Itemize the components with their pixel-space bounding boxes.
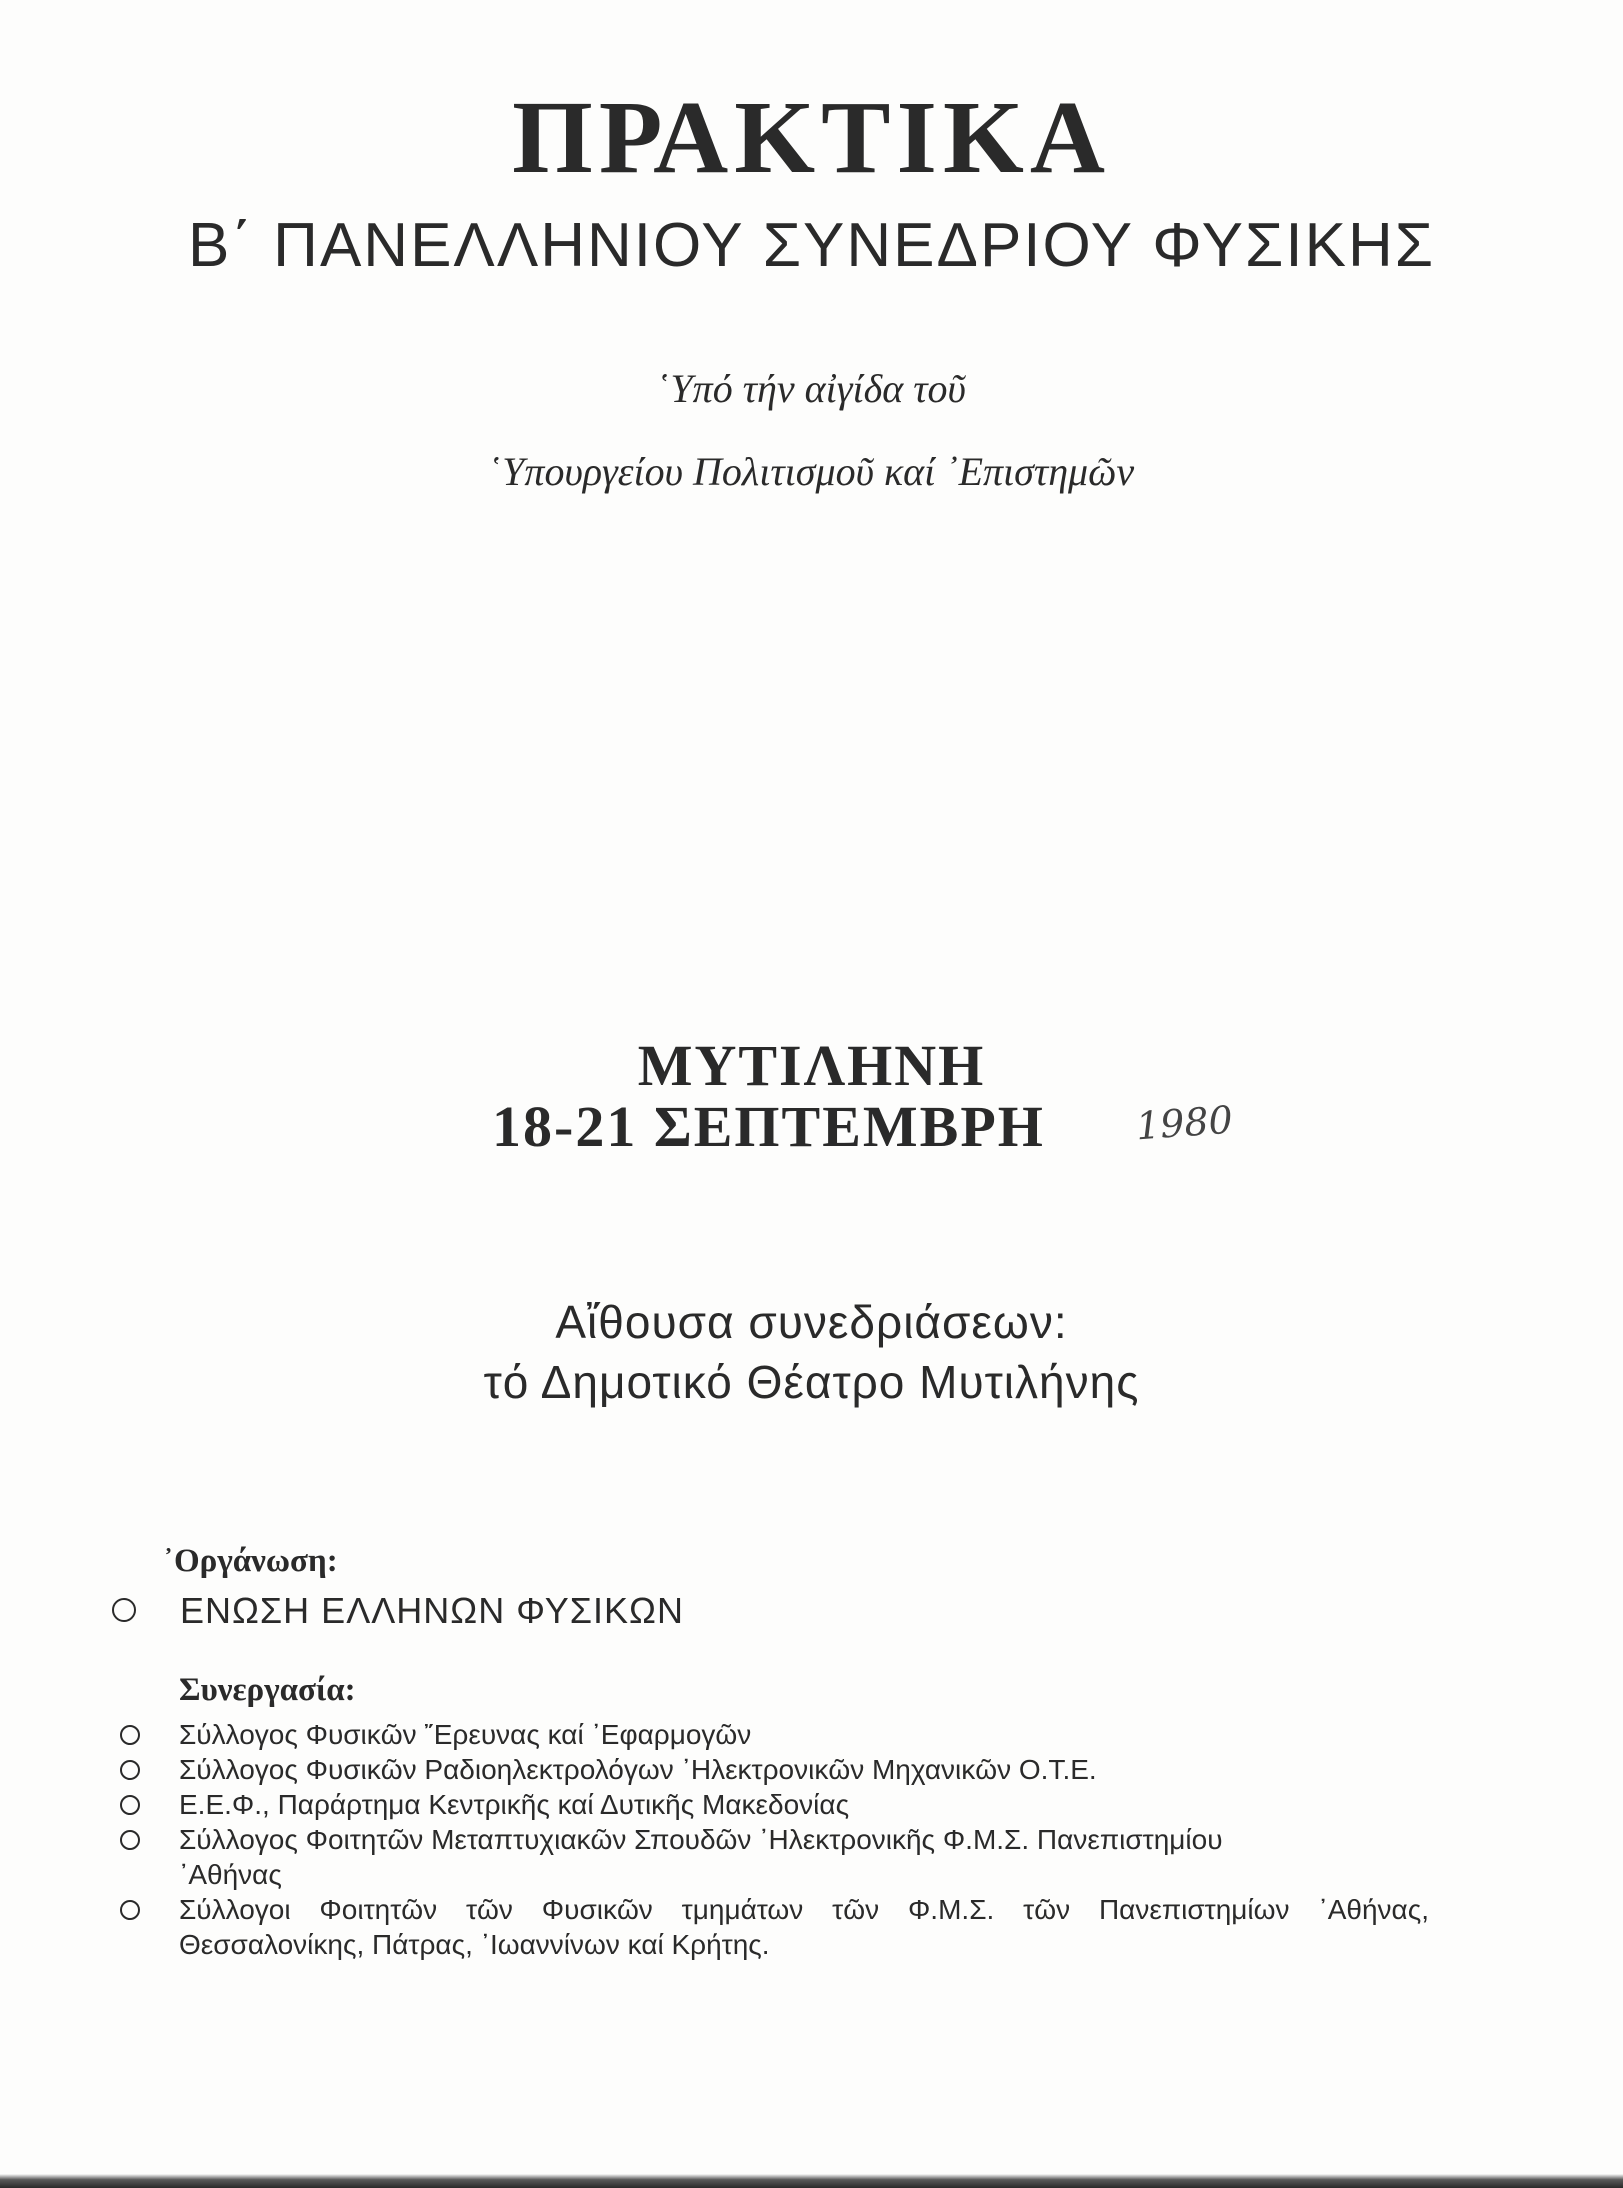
- venue-line-1: Αἴθουσα συνεδριάσεων:: [555, 1296, 1068, 1348]
- list-item-label: Σύλλογος Φυσικῶν ῎Ερευνας καί ᾿Εφαρμογῶν: [179, 1719, 752, 1750]
- circle-bullet-icon: [120, 1760, 140, 1780]
- circle-bullet-icon: [120, 1830, 140, 1850]
- list-item-label: Σύλλογος Φυσικῶν Ραδιοηλεκτρολόγων ᾿Ηλεκτρονικῶν Μηχανικῶν Ο.Τ.Ε.: [179, 1754, 1097, 1785]
- list-item-label: Σύλλογοι Φοιτητῶν τῶν Φυσικῶν τμημάτων τῶν Φ.Μ.Σ. τῶν Πανεπιστημίων ᾿Αθήνας, Θεσσαλονίκης, Πάτρας, ᾿Ιωαννίνων καί Κρήτης.: [179, 1894, 1429, 1960]
- event-city: ΜΥΤΙΛΗΝΗ: [637, 1033, 986, 1098]
- list-item: [120, 1752, 1440, 1787]
- venue-line-2: τό Δημοτικό Θέατρο Μυτιλήνης: [483, 1356, 1140, 1408]
- circle-bullet-icon: [120, 1795, 140, 1815]
- cooperation-list: [120, 1717, 1440, 1962]
- conference-subtitle: Β΄ ΠΑΝΕΛΛΗΝΙΟΥ ΣΥΝΕΔΡΙΟΥ ΦΥΣΙΚΗΣ: [187, 211, 1436, 280]
- list-item: [120, 1822, 1329, 1892]
- event-dates: 18-21 ΣΕΠΤΕΜΒΡΗ: [492, 1094, 1045, 1159]
- organization-item: [112, 1590, 684, 1632]
- list-item-label: Ε.Ε.Φ., Παράρτημα Κεντρικῆς καί Δυτικῆς Μακεδονίας: [179, 1789, 850, 1820]
- aegis-line-1: ῾Υπό τήν αἰγίδα τοῦ: [657, 366, 966, 411]
- list-item: [120, 1892, 1429, 1962]
- list-item: [120, 1787, 1440, 1822]
- aegis-line-2: ῾Υπουργείου Πολιτισμοῦ καί ᾿Επιστημῶν: [488, 449, 1135, 494]
- page-bottom-edge: [0, 2174, 1623, 2188]
- page-title: ΠΡΑΚΤΙΚΑ: [512, 80, 1111, 195]
- list-item-label: Σύλλογος Φοιτητῶν Μεταπτυχιακῶν Σπουδῶν ᾿Ηλεκτρονικῆς Φ.Μ.Σ. Πανεπιστημίου ᾿Αθήνας: [179, 1824, 1223, 1890]
- circle-bullet-icon: [120, 1900, 140, 1920]
- handwritten-year-annotation: 1980: [1134, 1097, 1235, 1149]
- organization-heading: ᾿Οργάνωση:: [163, 1543, 338, 1579]
- circle-bullet-icon: [112, 1598, 136, 1622]
- cooperation-heading: Συνεργασία:: [179, 1672, 356, 1708]
- list-item: [120, 1717, 1440, 1752]
- circle-bullet-icon: [120, 1725, 140, 1745]
- organization-item-label: ΕΝΩΣΗ ΕΛΛΗΝΩΝ ΦΥΣΙΚΩΝ: [180, 1590, 684, 1631]
